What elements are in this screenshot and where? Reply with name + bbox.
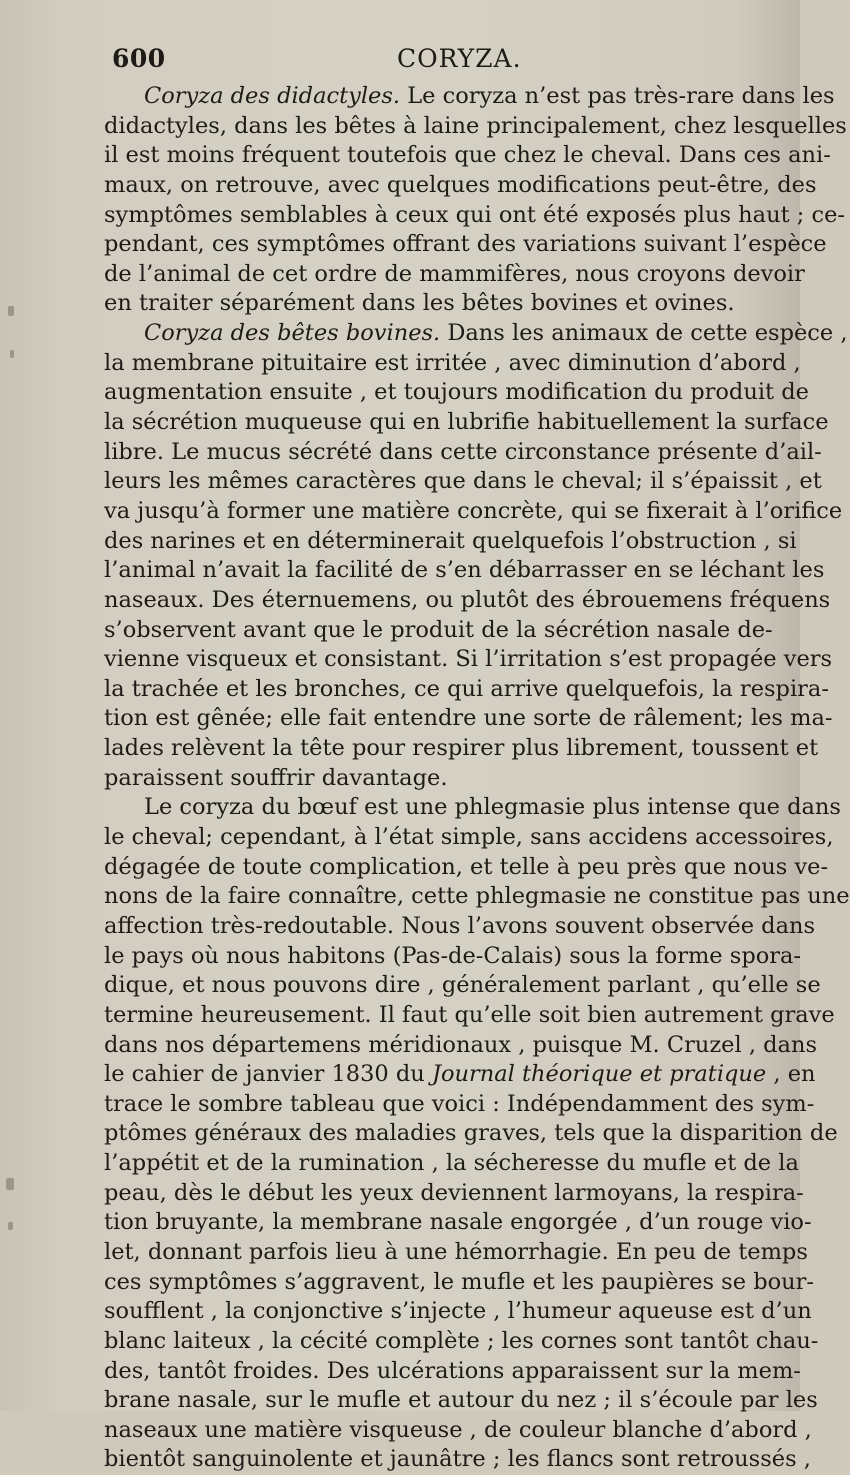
text-line — [104, 1268, 814, 1298]
text-line — [104, 1149, 799, 1179]
line-text: naseaux une matière visqueuse , de couleur blanche d’abord , — [104, 1416, 812, 1443]
margin-speck — [8, 1222, 13, 1230]
line-text: didactyles, dans les bêtes à laine principalement, chez lesquelles — [104, 112, 847, 139]
text-line — [104, 260, 805, 290]
text-line — [104, 853, 829, 883]
line-text: leurs les mêmes caractères que dans le cheval; il s’épaissit , et — [104, 468, 822, 495]
text-line — [104, 793, 841, 823]
text-line — [104, 497, 843, 527]
line-text: des narines et en déterminerait quelquefois l’obstruction , si — [104, 527, 797, 554]
text-line — [104, 82, 835, 112]
text-line — [104, 1238, 808, 1268]
text-line — [104, 467, 822, 497]
line-text: Le coryza n’est pas très-rare dans les — [400, 83, 835, 109]
text-line — [104, 971, 821, 1001]
line-text: augmentation ensuite , et toujours modification du produit de — [104, 379, 809, 406]
text-line — [104, 1060, 816, 1090]
text-line — [104, 645, 833, 675]
text-line — [104, 942, 802, 972]
text-line — [104, 675, 829, 705]
line-text: dégagée de toute complication, et telle à peu près que nous ve- — [104, 853, 829, 880]
line-text: des, tantôt froides. Des ulcérations apparaissent sur la mem- — [104, 1357, 801, 1384]
line-text: symptômes semblables à ceux qui ont été exposés plus haut ; ce- — [104, 201, 846, 228]
margin-speck — [8, 306, 14, 316]
text-line — [104, 912, 816, 942]
page-number: 600 — [112, 44, 166, 73]
line-text: il est moins fréquent toutefois que chez le cheval. Dans ces ani- — [104, 142, 831, 169]
line-text: bientôt sanguinolente et jaunâtre ; les flancs sont retroussés , — [104, 1446, 811, 1473]
text-line — [104, 378, 809, 408]
text-line — [104, 1445, 811, 1475]
line-text: , en — [766, 1061, 816, 1088]
line-text: let, donnant parfois lieu à une hémorrhagie. En peu de temps — [104, 1238, 808, 1265]
line-text: vienne visqueux et consistant. Si l’irritation s’est propagée vers — [104, 646, 833, 673]
text-line — [104, 616, 773, 646]
line-text: naseaux. Des éternuemens, ou plutôt des ébrouemens fréquens — [104, 586, 831, 613]
line-text: le pays où nous habitons (Pas-de-Calais) sous la forme spora- — [104, 942, 802, 969]
line-text: trace le sombre tableau que voici : Indépendamment des sym- — [104, 1090, 815, 1117]
text-line — [104, 1327, 819, 1357]
line-text: dique, et nous pouvons dire , généralement parlant , qu’elle se — [104, 972, 821, 999]
page-header — [112, 38, 772, 78]
line-text: brane nasale, sur le mufle et autour du nez ; il s’écoule par les — [104, 1387, 818, 1414]
text-line — [104, 141, 831, 171]
text-line — [104, 1297, 812, 1327]
line-text: l’appétit et de la rumination , la sécheresse du mufle et de la — [104, 1150, 799, 1177]
line-text: la membrane pituitaire est irritée , avec diminution d’abord , — [104, 349, 801, 376]
line-text: va jusqu’à former une matière concrète, qui se fixerait à l’orifice — [104, 497, 843, 524]
line-text: peau, dès le début les yeux deviennent larmoyans, la respira- — [104, 1179, 804, 1206]
body-text — [104, 82, 850, 1475]
italic-text: Journal théorique et pratique — [431, 1061, 767, 1088]
line-text: dans nos départemens méridionaux , puisque M. Cruzel , dans — [104, 1031, 818, 1058]
text-line — [104, 1031, 818, 1061]
line-text: le cheval; cependant, à l’état simple, sans accidens accessoires, — [104, 824, 834, 851]
text-line — [104, 1119, 838, 1149]
line-text: maux, on retrouve, avec quelques modifications peut-être, des — [104, 171, 817, 198]
text-line — [104, 438, 822, 468]
line-text: nons de la faire connaître, cette phlegmasie ne constitue pas une — [104, 883, 850, 910]
text-line — [104, 704, 833, 734]
line-text: Dans les animaux de cette espèce , — [440, 320, 848, 347]
text-line — [104, 112, 847, 142]
text-line — [104, 1090, 815, 1120]
line-text: termine heureusement. Il faut qu’elle soit bien autrement grave — [104, 1001, 835, 1028]
line-text: libre. Le mucus sécrété dans cette circonstance présente d’ail- — [104, 438, 822, 465]
text-line — [104, 1001, 835, 1031]
text-line — [104, 201, 846, 231]
text-line — [104, 349, 801, 379]
line-text: soufflent , la conjonctive s’injecte , l’humeur aqueuse est d’un — [104, 1298, 812, 1325]
text-line — [104, 1386, 818, 1416]
margin-speck — [10, 350, 14, 358]
line-text: la trachée et les bronches, ce qui arrive quelquefois, la respira- — [104, 675, 829, 702]
text-line — [104, 1357, 801, 1387]
text-line — [104, 882, 850, 912]
line-text: lades relèvent la tête pour respirer plus librement, toussent et — [104, 735, 819, 762]
line-text: pendant, ces symptômes offrant des variations suivant l’espèce — [104, 231, 827, 258]
line-text: s’observent avant que le produit de la sécrétion nasale de- — [104, 616, 773, 643]
text-line — [104, 556, 825, 586]
text-line — [104, 408, 829, 438]
line-text: en traiter séparément dans les bêtes bovines et ovines. — [104, 290, 735, 317]
line-text: de l’animal de cet ordre de mammifères, nous croyons devoir — [104, 260, 805, 287]
line-text: le cahier de janvier 1830 du — [104, 1061, 432, 1088]
running-title: CORYZA. — [397, 44, 522, 73]
line-text: Le coryza du bœuf est une phlegmasie plus intense que dans — [144, 794, 841, 821]
text-line — [104, 734, 819, 764]
text-line — [104, 1416, 812, 1446]
line-text: paraissent souffrir davantage. — [104, 764, 448, 791]
line-text: tion bruyante, la membrane nasale engorgée , d’un rouge vio- — [104, 1209, 812, 1236]
italic-text: Coryza des bêtes bovines. — [144, 320, 441, 347]
text-line — [104, 230, 827, 260]
text-line — [104, 527, 797, 557]
italic-text: Coryza des didactyles. — [144, 83, 401, 109]
text-line — [104, 586, 831, 616]
line-text: ptômes généraux des maladies graves, tels que la disparition de — [104, 1120, 838, 1147]
line-text: la sécrétion muqueuse qui en lubrifie habituellement la surface — [104, 409, 829, 436]
text-line — [104, 823, 834, 853]
line-text: tion est gênée; elle fait entendre une sorte de râlement; les ma- — [104, 705, 833, 732]
text-line — [104, 1208, 812, 1238]
text-line — [104, 319, 848, 349]
line-text: affection très-redoutable. Nous l’avons souvent observée dans — [104, 912, 816, 939]
margin-speck — [6, 1178, 14, 1190]
text-line — [104, 289, 768, 319]
text-line — [104, 764, 768, 794]
line-text: l’animal n’avait la facilité de s’en débarrasser en se léchant les — [104, 557, 825, 584]
text-line — [104, 1179, 804, 1209]
text-line — [104, 171, 817, 201]
line-text: blanc laiteux , la cécité complète ; les cornes sont tantôt chau- — [104, 1327, 819, 1354]
line-text: ces symptômes s’aggravent, le mufle et les paupières se bour- — [104, 1268, 814, 1295]
